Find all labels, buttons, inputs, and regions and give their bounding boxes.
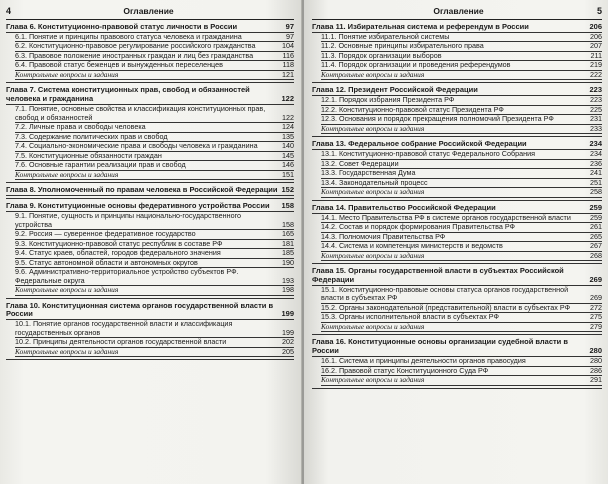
section-title: 9.3. Конституционно-правовой статус республик в составе РФ bbox=[15, 240, 278, 250]
section-page-number: 104 bbox=[278, 42, 294, 52]
toc-review-questions bbox=[6, 171, 294, 181]
section-title: 9.5. Статус автономной области и автономных округов bbox=[15, 259, 278, 269]
chapter-page-number: 97 bbox=[278, 23, 294, 33]
section-title: 14.4. Система и компетенция министерств и ведомств bbox=[321, 242, 586, 252]
left-page-header bbox=[6, 6, 294, 18]
section-title: 9.2. Россия — суверенное федеративное государство bbox=[15, 230, 278, 240]
section-title: Контрольные вопросы и задания bbox=[15, 286, 278, 296]
section-title: Контрольные вопросы и задания bbox=[321, 125, 586, 135]
section-page-number: 291 bbox=[586, 376, 602, 386]
section-title: Контрольные вопросы и задания bbox=[321, 71, 586, 81]
section-page-number: 258 bbox=[586, 188, 602, 198]
section-title: 13.1. Конституционно-правовой статус Федерального Собрания bbox=[321, 150, 586, 160]
section-page-number: 233 bbox=[586, 125, 602, 135]
section-page-number: 116 bbox=[278, 52, 294, 62]
section-title: 14.3. Полномочия Правительства РФ bbox=[321, 233, 586, 243]
section-title: Контрольные вопросы и задания bbox=[321, 252, 586, 262]
section-title: Контрольные вопросы и задания bbox=[15, 348, 278, 358]
chapter-title: Глава 8. Уполномоченный по правам человека в Российской Федерации bbox=[6, 185, 278, 195]
chapter-title: Глава 10. Конституционная система органов государственной власти в России bbox=[6, 302, 278, 321]
toc-review-questions bbox=[6, 348, 294, 358]
chapter-title: Глава 14. Правительство Российской Федерации bbox=[312, 204, 586, 214]
toc-review-questions bbox=[312, 252, 602, 262]
chapter-title: Глава 7. Система конституционных прав, свобод и обязанностей человека и гражданина bbox=[6, 86, 278, 105]
section-title: 7.3. Содержание политических прав и свобод bbox=[15, 133, 278, 143]
chapter-divider bbox=[6, 198, 294, 199]
chapter-title: Глава 11. Избирательная система и референдум в России bbox=[312, 23, 586, 33]
section-title: 9.1. Понятие, сущность и принципы национально-государственного устройства bbox=[15, 212, 278, 230]
toc-section bbox=[6, 268, 294, 286]
section-page-number: 222 bbox=[586, 71, 602, 81]
toc-section bbox=[6, 105, 294, 123]
toc-section bbox=[6, 212, 294, 230]
chapter-divider bbox=[6, 182, 294, 183]
section-title: Контрольные вопросы и задания bbox=[15, 71, 278, 81]
section-title: 13.2. Совет Федерации bbox=[321, 160, 586, 170]
right-page bbox=[304, 0, 608, 484]
chapter-divider bbox=[312, 334, 602, 335]
section-page-number: 181 bbox=[278, 240, 294, 250]
section-page-number: 121 bbox=[278, 71, 294, 81]
section-title: 7.5. Конституционные обязанности граждан bbox=[15, 152, 278, 162]
section-page-number: 211 bbox=[586, 52, 602, 62]
section-page-number: 97 bbox=[278, 33, 294, 43]
chapter-title: Глава 6. Конституционно-правовой статус личности в России bbox=[6, 23, 278, 33]
chapter-title: Глава 12. Президент Российской Федерации bbox=[312, 86, 586, 96]
section-title: 15.3. Органы исполнительной власти в субъектах РФ bbox=[321, 313, 586, 323]
section-title: Контрольные вопросы и задания bbox=[321, 188, 586, 198]
chapter-page-number: 199 bbox=[278, 310, 294, 320]
section-page-number: 145 bbox=[278, 152, 294, 162]
chapter-divider bbox=[6, 359, 294, 360]
section-title: 12.3. Основания и порядок прекращения полномочий Президента РФ bbox=[321, 115, 586, 125]
section-page-number: 206 bbox=[586, 33, 602, 43]
section-page-number: 207 bbox=[586, 42, 602, 52]
toc-review-questions bbox=[312, 71, 602, 81]
section-title: 7.4. Социально-экономические права и свободы человека и гражданина bbox=[15, 142, 278, 152]
section-page-number: 198 bbox=[278, 286, 294, 296]
chapter-page-number: 259 bbox=[586, 204, 602, 214]
chapter-page-number: 158 bbox=[278, 202, 294, 212]
toc-chapter bbox=[6, 302, 294, 321]
chapter-page-number: 269 bbox=[586, 276, 602, 286]
chapter-page-number: 152 bbox=[278, 186, 294, 196]
toc-chapter bbox=[312, 338, 602, 357]
section-title: 6.2. Конституционно-правовое регулирование российского гражданства bbox=[15, 42, 278, 52]
section-page-number: 272 bbox=[586, 304, 602, 314]
section-title: 12.1. Порядок избрания Президента РФ bbox=[321, 96, 586, 106]
section-title: 13.3. Государственная Дума bbox=[321, 169, 586, 179]
section-page-number: 234 bbox=[586, 150, 602, 160]
section-page-number: 135 bbox=[278, 133, 294, 143]
section-title: 13.4. Законодательный процесс bbox=[321, 179, 586, 189]
toc-review-questions bbox=[312, 376, 602, 386]
section-title: Контрольные вопросы и задания bbox=[321, 323, 586, 333]
section-page-number: 267 bbox=[586, 242, 602, 252]
section-page-number: 193 bbox=[278, 277, 294, 287]
section-page-number: 269 bbox=[586, 294, 602, 304]
section-title: 6.4. Правовой статус беженцев и вынужденных переселенцев bbox=[15, 61, 278, 71]
section-page-number: 279 bbox=[586, 323, 602, 333]
chapter-title: Глава 15. Органы государственной власти в субъектах Российской Федерации bbox=[312, 267, 586, 286]
right-page-header bbox=[312, 6, 602, 18]
section-title: 15.2. Органы законодательной (представительной) власти в субъектах РФ bbox=[321, 304, 586, 314]
section-page-number: 122 bbox=[278, 114, 294, 124]
section-title: 11.4. Порядок организации и проведения референдумов bbox=[321, 61, 586, 71]
right-toc-entries bbox=[312, 23, 602, 389]
chapter-divider bbox=[312, 200, 602, 201]
section-title: 6.3. Правовое положение иностранных граждан и лиц без гражданства bbox=[15, 52, 278, 62]
section-title: Контрольные вопросы и задания bbox=[321, 376, 586, 386]
section-page-number: 165 bbox=[278, 230, 294, 240]
section-title: 9.6. Административно-территориальное устройство субъектов РФ. Федеральные округа bbox=[15, 268, 278, 286]
chapter-divider bbox=[312, 388, 602, 389]
chapter-page-number: 234 bbox=[586, 140, 602, 150]
section-page-number: 205 bbox=[278, 348, 294, 358]
section-page-number: 265 bbox=[586, 233, 602, 243]
section-title: 10.1. Понятие органов государственной власти и классификация государственных органов bbox=[15, 320, 278, 338]
chapter-divider bbox=[312, 263, 602, 264]
section-title: 7.2. Личные права и свободы человека bbox=[15, 123, 278, 133]
chapter-divider bbox=[312, 136, 602, 137]
section-title: 6.1. Понятие и принципы правового статуса человека и гражданина bbox=[15, 33, 278, 43]
toc-chapter bbox=[6, 86, 294, 105]
chapter-page-number: 206 bbox=[586, 23, 602, 33]
right-header-title: Оглавление bbox=[433, 6, 484, 16]
section-title: 14.1. Место Правительства РФ в системе органов государственной власти bbox=[321, 214, 586, 224]
section-page-number: 261 bbox=[586, 223, 602, 233]
section-page-number: 146 bbox=[278, 161, 294, 171]
section-page-number: 158 bbox=[278, 221, 294, 231]
section-title: 7.1. Понятие, основные свойства и классификация конституционных прав, свобод и обязанностей bbox=[15, 105, 278, 123]
section-page-number: 190 bbox=[278, 259, 294, 269]
section-page-number: 118 bbox=[278, 61, 294, 71]
section-page-number: 251 bbox=[586, 179, 602, 189]
right-header-rule bbox=[312, 19, 602, 20]
toc-section bbox=[312, 286, 602, 304]
left-toc-entries bbox=[6, 23, 294, 360]
section-title: 11.3. Порядок организации выборов bbox=[321, 52, 586, 62]
section-title: 7.6. Основные гарантии реализации прав и свобод bbox=[15, 161, 278, 171]
section-page-number: 223 bbox=[586, 96, 602, 106]
left-header-rule bbox=[6, 19, 294, 20]
section-page-number: 140 bbox=[278, 142, 294, 152]
chapter-page-number: 223 bbox=[586, 86, 602, 96]
section-title: 16.1. Система и принципы деятельности органов правосудия bbox=[321, 357, 586, 367]
section-page-number: 225 bbox=[586, 106, 602, 116]
section-title: 9.4. Статус краев, областей, городов федерального значения bbox=[15, 249, 278, 259]
section-title: 10.2. Принципы деятельности органов государственной власти bbox=[15, 338, 278, 348]
chapter-divider bbox=[312, 82, 602, 83]
section-page-number: 286 bbox=[586, 367, 602, 377]
chapter-page-number: 280 bbox=[586, 347, 602, 357]
left-header-title: Оглавление bbox=[123, 6, 174, 16]
section-page-number: 202 bbox=[278, 338, 294, 348]
section-page-number: 241 bbox=[586, 169, 602, 179]
section-page-number: 259 bbox=[586, 214, 602, 224]
section-title: 15.1. Конституционно-правовые основы статуса органов государственной власти в субъектах РФ bbox=[321, 286, 586, 304]
section-page-number: 236 bbox=[586, 160, 602, 170]
right-page-number: 5 bbox=[596, 6, 602, 16]
toc-review-questions bbox=[312, 323, 602, 333]
section-title: Контрольные вопросы и задания bbox=[15, 171, 278, 181]
section-title: 12.2. Конституционно-правовой статус Президента РФ bbox=[321, 106, 586, 116]
section-page-number: 185 bbox=[278, 249, 294, 259]
left-page-number: 4 bbox=[6, 6, 12, 16]
toc-review-questions bbox=[6, 286, 294, 296]
chapter-divider bbox=[6, 298, 294, 299]
chapter-title: Глава 16. Конституционные основы организации судебной власти в России bbox=[312, 338, 586, 357]
toc-chapter bbox=[312, 267, 602, 286]
section-title: 16.2. Правовой статус Конституционного Суда РФ bbox=[321, 367, 586, 377]
toc-review-questions bbox=[6, 71, 294, 81]
chapter-title: Глава 13. Федеральное собрание Российской Федерации bbox=[312, 140, 586, 150]
section-page-number: 268 bbox=[586, 252, 602, 262]
toc-section bbox=[6, 320, 294, 338]
section-page-number: 219 bbox=[586, 61, 602, 71]
left-page bbox=[0, 0, 302, 484]
section-title: 11.1. Понятие избирательной системы bbox=[321, 33, 586, 43]
section-title: 11.2. Основные принципы избирательного права bbox=[321, 42, 586, 52]
section-page-number: 151 bbox=[278, 171, 294, 181]
toc-review-questions bbox=[312, 188, 602, 198]
toc-chapter bbox=[6, 186, 294, 196]
section-page-number: 124 bbox=[278, 123, 294, 133]
chapter-divider bbox=[6, 82, 294, 83]
section-page-number: 199 bbox=[278, 329, 294, 339]
section-title: 14.2. Состав и порядок формирования Правительства РФ bbox=[321, 223, 586, 233]
section-page-number: 231 bbox=[586, 115, 602, 125]
toc-review-questions bbox=[312, 125, 602, 135]
chapter-title: Глава 9. Конституционные основы федеративного устройства России bbox=[6, 202, 278, 212]
chapter-page-number: 122 bbox=[278, 95, 294, 105]
section-page-number: 280 bbox=[586, 357, 602, 367]
section-page-number: 275 bbox=[586, 313, 602, 323]
